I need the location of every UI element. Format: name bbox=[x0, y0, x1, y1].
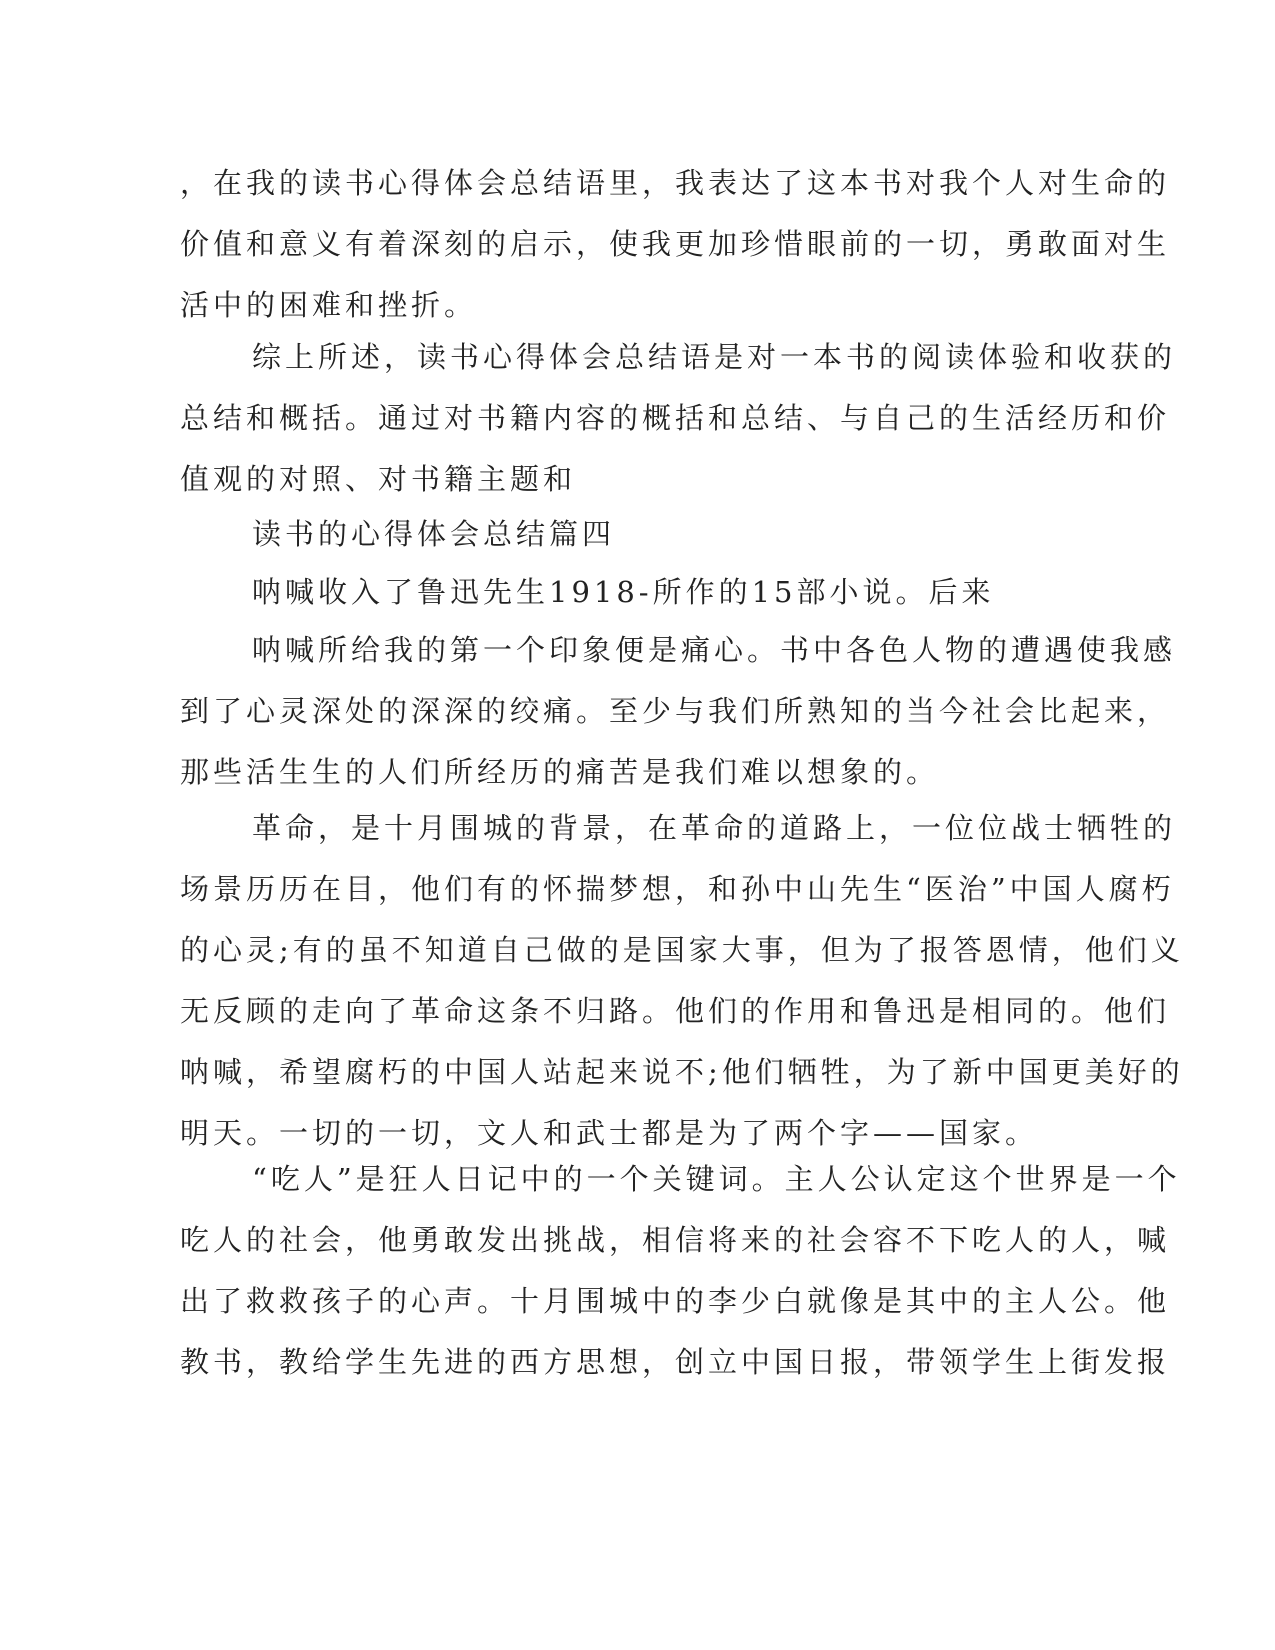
text-line: 总结和概括。通过对书籍内容的概括和总结、与自己的生活经历和价 bbox=[180, 401, 1171, 435]
text-line: 教书，教给学生先进的西方思想，创立中国日报，带领学生上街发报 bbox=[180, 1345, 1171, 1379]
text-line: 呐喊，希望腐朽的中国人站起来说不;他们牺牲，为了新中国更美好的 bbox=[180, 1055, 1184, 1089]
text-line: 吃人的社会，他勇敢发出挑战，相信将来的社会容不下吃人的人，喊 bbox=[180, 1223, 1171, 1257]
text-line: 场景历历在目，他们有的怀揣梦想，和孙中山先生“医治”中国人腐朽 bbox=[180, 872, 1175, 906]
text-line: 出了救救孩子的心声。十月围城中的李少白就像是其中的主人公。他 bbox=[180, 1284, 1171, 1318]
paragraph bbox=[180, 153, 1171, 336]
text-line: 综上所述，读书心得体会总结语是对一本书的阅读体验和收获的 bbox=[252, 340, 1177, 374]
paragraph bbox=[180, 1149, 1181, 1393]
paragraph bbox=[180, 562, 1060, 623]
text-line: 活中的困难和挫折。 bbox=[180, 288, 478, 322]
text-line: 明天。一切的一切，文人和武士都是为了两个字——国家。 bbox=[180, 1116, 1039, 1150]
paragraph bbox=[180, 798, 1184, 1164]
section-heading bbox=[180, 504, 1060, 565]
text-line: 读书的心得体会总结篇四 bbox=[252, 517, 616, 551]
paragraph bbox=[180, 327, 1177, 510]
text-line: 价值和意义有着深刻的启示，使我更加珍惜眼前的一切，勇敢面对生 bbox=[180, 227, 1171, 261]
text-line: 的心灵;有的虽不知道自己做的是国家大事，但为了报答恩情，他们义 bbox=[180, 933, 1184, 967]
text-line: 无反顾的走向了革命这条不归路。他们的作用和鲁迅是相同的。他们 bbox=[180, 994, 1171, 1028]
text-line: 值观的对照、对书籍主题和 bbox=[180, 462, 577, 496]
text-line: 到了心灵深处的深深的绞痛。至少与我们所熟知的当今社会比起来， bbox=[180, 694, 1171, 728]
text-line: 那些活生生的人们所经历的痛苦是我们难以想象的。 bbox=[180, 755, 940, 789]
text-line: 呐喊所给我的第一个印象便是痛心。书中各色人物的遭遇使我感 bbox=[252, 633, 1177, 667]
paragraph bbox=[180, 620, 1177, 803]
text-line: 革命，是十月围城的背景，在革命的道路上，一位位战士牺牲的 bbox=[252, 811, 1177, 845]
text-line: 呐喊收入了鲁迅先生1918-所作的15部小说。后来 bbox=[252, 575, 995, 609]
text-line: “吃人”是狂人日记中的一个关键词。主人公认定这个世界是一个 bbox=[252, 1162, 1181, 1196]
text-line: ，在我的读书心得体会总结语里，我表达了这本书对我个人对生命的 bbox=[180, 166, 1171, 200]
